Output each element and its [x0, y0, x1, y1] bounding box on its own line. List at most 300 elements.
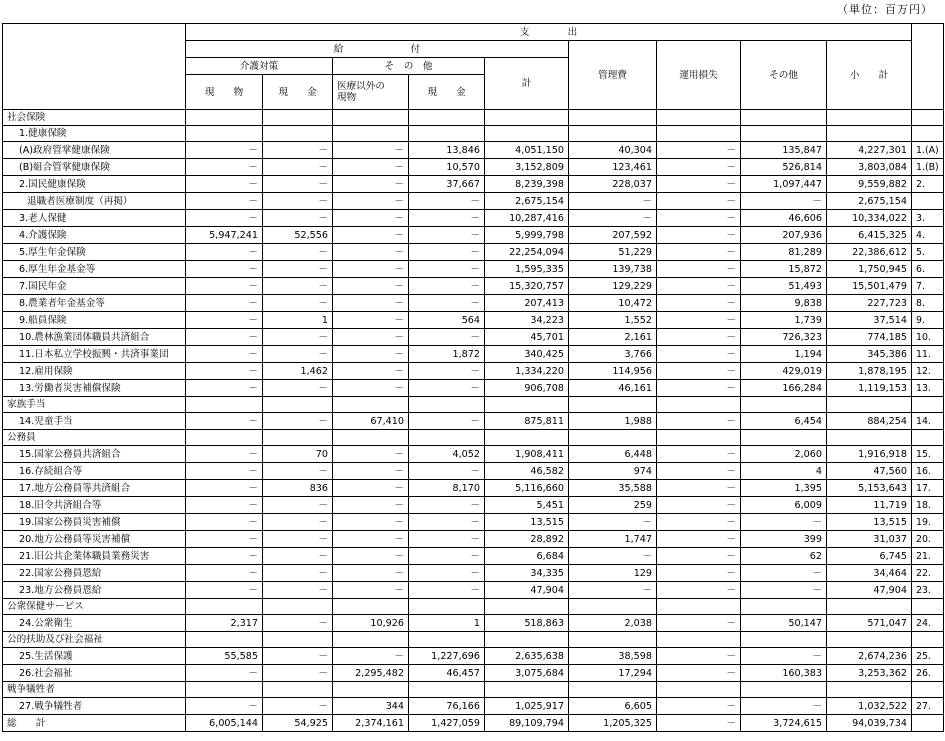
cell-value: － [657, 698, 741, 715]
cell-value: 1,025,917 [485, 698, 569, 715]
section-row [3, 110, 944, 126]
cell-value: － [263, 210, 333, 227]
cell-value: 10,334,022 [827, 210, 912, 227]
cell-value: － [333, 548, 409, 565]
cell-value [569, 126, 657, 142]
cell-value: 10,570 [409, 159, 485, 176]
row-label: 8.農業者年金基金等 [3, 295, 186, 312]
cell-value [827, 682, 912, 698]
header-blank-corner [3, 24, 186, 110]
cell-value: － [409, 497, 485, 514]
cell-value: 564 [409, 312, 485, 329]
cell-value: 15,501,479 [827, 278, 912, 295]
cell-value: － [263, 244, 333, 261]
header-benefits: 給 付 [186, 41, 569, 58]
header-admin: 管理費 [569, 41, 657, 110]
cell-value: － [741, 193, 827, 210]
cell-value: － [263, 615, 333, 632]
cell-value: 1,119,153 [827, 380, 912, 397]
section-label: 公的扶助及び社会福祉 [3, 632, 186, 648]
row-label: 6.厚生年金基金等 [3, 261, 186, 278]
cell-value: － [263, 565, 333, 582]
row-code: 4. [912, 227, 944, 244]
cell-value: 1 [409, 615, 485, 632]
cell-value: 50,147 [741, 615, 827, 632]
cell-value [263, 126, 333, 142]
cell-value: 6,684 [485, 548, 569, 565]
cell-value [827, 110, 912, 126]
cell-value: 6,009 [741, 497, 827, 514]
table-row [3, 463, 944, 480]
table-row [3, 142, 944, 159]
section-row [3, 397, 944, 413]
cell-value: － [657, 413, 741, 430]
row-code: 11. [912, 346, 944, 363]
cell-value [569, 632, 657, 648]
cell-value: － [186, 346, 263, 363]
cell-value: － [186, 463, 263, 480]
section-label: 戦争犠牲者 [3, 682, 186, 698]
cell-value: 166,284 [741, 380, 827, 397]
table-row [3, 295, 944, 312]
row-label: 2.国民健康保険 [3, 176, 186, 193]
cell-value: － [409, 463, 485, 480]
cell-value: － [263, 582, 333, 599]
cell-value: － [263, 346, 333, 363]
cell-value [485, 397, 569, 413]
cell-value: － [657, 531, 741, 548]
cell-value: 28,892 [485, 531, 569, 548]
cell-value: － [409, 380, 485, 397]
row-code: 17. [912, 480, 944, 497]
header-non-medical-in-kind: 医療以外の 現物 [333, 75, 409, 110]
cell-value: 10,926 [333, 615, 409, 632]
cell-value: 47,904 [827, 582, 912, 599]
cell-value: 726,323 [741, 329, 827, 346]
cell-value: 228,037 [569, 176, 657, 193]
cell-value: 5,999,798 [485, 227, 569, 244]
cell-value: 207,592 [569, 227, 657, 244]
cell-value: － [263, 176, 333, 193]
cell-value: 345,386 [827, 346, 912, 363]
cell-value [186, 110, 263, 126]
row-code [912, 599, 944, 615]
cell-value: 1,194 [741, 346, 827, 363]
row-code: 25. [912, 648, 944, 665]
cell-value: － [657, 497, 741, 514]
table-row [3, 582, 944, 599]
cell-value: － [409, 227, 485, 244]
cell-value: 571,047 [827, 615, 912, 632]
cell-value: － [657, 615, 741, 632]
row-code: 14. [912, 413, 944, 430]
cell-value: 46,582 [485, 463, 569, 480]
cell-value: 1,395 [741, 480, 827, 497]
cell-value: － [657, 227, 741, 244]
cell-value: 207,413 [485, 295, 569, 312]
cell-value [485, 682, 569, 698]
cell-value: － [741, 648, 827, 665]
cell-value: 6,745 [827, 548, 912, 565]
cell-value: 35,588 [569, 480, 657, 497]
cell-value: 15,320,757 [485, 278, 569, 295]
cell-value: － [569, 582, 657, 599]
cell-value [409, 110, 485, 126]
cell-value: 2,038 [569, 615, 657, 632]
cell-value: 76,166 [409, 698, 485, 715]
cell-value: － [186, 176, 263, 193]
row-label: 12.雇用保険 [3, 363, 186, 380]
cell-value: － [333, 227, 409, 244]
table-row [3, 615, 944, 632]
cell-value [263, 397, 333, 413]
cell-value: － [333, 363, 409, 380]
cell-value [263, 599, 333, 615]
cell-value: － [263, 497, 333, 514]
cell-value: － [657, 582, 741, 599]
row-code [912, 397, 944, 413]
cell-value: － [657, 244, 741, 261]
cell-value: － [333, 446, 409, 463]
cell-value: 2,635,638 [485, 648, 569, 665]
cell-value [333, 632, 409, 648]
header-expenditure: 支 出 [186, 24, 912, 41]
cell-value: 1,227,696 [409, 648, 485, 665]
table-row [3, 176, 944, 193]
cell-value: 340,425 [485, 346, 569, 363]
cell-value [827, 430, 912, 446]
cell-value: 129 [569, 565, 657, 582]
section-row [3, 430, 944, 446]
row-code: 13. [912, 380, 944, 397]
row-label: 22.国家公務員恩給 [3, 565, 186, 582]
table-row [3, 715, 944, 732]
cell-value: － [409, 413, 485, 430]
cell-value: 38,598 [569, 648, 657, 665]
row-label: 17.地方公務員等共済組合 [3, 480, 186, 497]
cell-value: － [333, 514, 409, 531]
row-label: 10.農林漁業団体職員共済組合 [3, 329, 186, 346]
cell-value: 34,223 [485, 312, 569, 329]
cell-value: 5,451 [485, 497, 569, 514]
cell-value: 45,701 [485, 329, 569, 346]
cell-value: － [409, 329, 485, 346]
cell-value [263, 430, 333, 446]
cell-value: － [657, 548, 741, 565]
section-label: 公衆保健サービス [3, 599, 186, 615]
cell-value: － [409, 193, 485, 210]
table-row [3, 346, 944, 363]
row-code: 12. [912, 363, 944, 380]
cell-value: 526,814 [741, 159, 827, 176]
cell-value: 1,595,335 [485, 261, 569, 278]
cell-value: 3,724,615 [741, 715, 827, 732]
cell-value [186, 397, 263, 413]
cell-value: 135,847 [741, 142, 827, 159]
cell-value: － [409, 244, 485, 261]
cell-value: 1,552 [569, 312, 657, 329]
cell-value: 37,514 [827, 312, 912, 329]
cell-value: 15,872 [741, 261, 827, 278]
cell-value: 207,936 [741, 227, 827, 244]
cell-value: － [569, 548, 657, 565]
cell-value: 81,289 [741, 244, 827, 261]
cell-value: 1,462 [263, 363, 333, 380]
cell-value: 3,152,809 [485, 159, 569, 176]
row-code: 7. [912, 278, 944, 295]
cell-value [485, 632, 569, 648]
cell-value [827, 126, 912, 142]
cell-value: － [333, 565, 409, 582]
row-code: 3. [912, 210, 944, 227]
cell-value [569, 430, 657, 446]
cell-value: 836 [263, 480, 333, 497]
cell-value: － [657, 363, 741, 380]
cell-value: 123,461 [569, 159, 657, 176]
cell-value: － [263, 413, 333, 430]
cell-value: 227,723 [827, 295, 912, 312]
cell-value: 3,075,684 [485, 665, 569, 682]
cell-value [186, 599, 263, 615]
cell-value: 2,675,154 [485, 193, 569, 210]
row-code [912, 715, 944, 732]
cell-value: － [409, 295, 485, 312]
cell-value: － [186, 329, 263, 346]
cell-value: 3,766 [569, 346, 657, 363]
cell-value: － [263, 142, 333, 159]
cell-value: 10,472 [569, 295, 657, 312]
cell-value: － [263, 329, 333, 346]
cell-value: － [333, 480, 409, 497]
cell-value [569, 599, 657, 615]
cell-value: － [263, 698, 333, 715]
cell-value: － [569, 514, 657, 531]
table-body [3, 110, 944, 732]
row-label: 21.旧公共企業体職員業務災害 [3, 548, 186, 565]
cell-value: － [333, 531, 409, 548]
cell-value [186, 682, 263, 698]
section-row [3, 682, 944, 698]
row-code: 26. [912, 665, 944, 682]
cell-value: － [186, 665, 263, 682]
cell-value: － [186, 413, 263, 430]
cell-value: － [263, 648, 333, 665]
cell-value: 2,674,236 [827, 648, 912, 665]
table-row [3, 531, 944, 548]
section-label: 1.健康保険 [3, 126, 186, 142]
table-row [3, 380, 944, 397]
cell-value: － [741, 582, 827, 599]
cell-value: － [333, 210, 409, 227]
row-label: 16.存続組合等 [3, 463, 186, 480]
row-code: 15. [912, 446, 944, 463]
cell-value: 10,287,416 [485, 210, 569, 227]
table-row [3, 648, 944, 665]
cell-value: 1,427,059 [409, 715, 485, 732]
table-row [3, 446, 944, 463]
cell-value: － [186, 295, 263, 312]
cell-value [263, 682, 333, 698]
cell-value: 1,739 [741, 312, 827, 329]
row-label: 14.児童手当 [3, 413, 186, 430]
cell-value: 4,051,150 [485, 142, 569, 159]
cell-value: 1,205,325 [569, 715, 657, 732]
cell-value: － [409, 210, 485, 227]
cell-value: － [186, 698, 263, 715]
cell-value: 47,560 [827, 463, 912, 480]
cell-value: － [657, 176, 741, 193]
cell-value: 9,838 [741, 295, 827, 312]
cell-value: － [409, 548, 485, 565]
header-blank-code [912, 24, 944, 110]
cell-value: 1,872 [409, 346, 485, 363]
cell-value [333, 397, 409, 413]
row-code: 22. [912, 565, 944, 582]
cell-value: 51,229 [569, 244, 657, 261]
row-code: 27. [912, 698, 944, 715]
cell-value [657, 430, 741, 446]
cell-value: － [186, 278, 263, 295]
row-code: 16. [912, 463, 944, 480]
table-row [3, 159, 944, 176]
cell-value [409, 599, 485, 615]
row-label: 26.社会福祉 [3, 665, 186, 682]
cell-value: － [263, 514, 333, 531]
table-row [3, 514, 944, 531]
cell-value: 774,185 [827, 329, 912, 346]
cell-value [333, 126, 409, 142]
header-cash-other: 現 金 [409, 75, 485, 110]
cell-value: － [186, 159, 263, 176]
cell-value: 46,457 [409, 665, 485, 682]
cell-value: － [657, 463, 741, 480]
cell-value: 8,239,398 [485, 176, 569, 193]
row-code [912, 430, 944, 446]
cell-value [186, 126, 263, 142]
cell-value [333, 599, 409, 615]
row-code: 1.(B) [912, 159, 944, 176]
cell-value: 1,908,411 [485, 446, 569, 463]
table-row [3, 278, 944, 295]
table-row [3, 665, 944, 682]
cell-value [741, 632, 827, 648]
cell-value: － [657, 193, 741, 210]
cell-value [409, 397, 485, 413]
cell-value: 5,947,241 [186, 227, 263, 244]
cell-value: － [741, 514, 827, 531]
cell-value [741, 110, 827, 126]
cell-value [569, 682, 657, 698]
section-row [3, 599, 944, 615]
cell-value [827, 397, 912, 413]
cell-value: 6,448 [569, 446, 657, 463]
cell-value [409, 430, 485, 446]
row-label: 4.介護保険 [3, 227, 186, 244]
cell-value: － [333, 582, 409, 599]
row-label: (A)政府管掌健康保険 [3, 142, 186, 159]
cell-value: 129,229 [569, 278, 657, 295]
table-row [3, 565, 944, 582]
cell-value [827, 632, 912, 648]
cell-value: － [569, 210, 657, 227]
cell-value: － [333, 142, 409, 159]
cell-value: － [741, 565, 827, 582]
cell-value: 13,515 [485, 514, 569, 531]
row-label: (B)組合管掌健康保険 [3, 159, 186, 176]
cell-value [333, 430, 409, 446]
row-label: 11.日本私立学校振興・共済事業団 [3, 346, 186, 363]
table-row [3, 210, 944, 227]
cell-value: 3,253,362 [827, 665, 912, 682]
cell-value: － [409, 261, 485, 278]
row-code: 20. [912, 531, 944, 548]
cell-value: 47,904 [485, 582, 569, 599]
cell-value: － [657, 346, 741, 363]
table-row [3, 413, 944, 430]
table-row [3, 363, 944, 380]
cell-value: － [263, 548, 333, 565]
cell-value: － [186, 446, 263, 463]
header-other-benefit: そ の 他 [333, 58, 485, 75]
cell-value [741, 682, 827, 698]
cell-value: 13,515 [827, 514, 912, 531]
cell-value: 344 [333, 698, 409, 715]
cell-value [485, 126, 569, 142]
cell-value: 1,334,220 [485, 363, 569, 380]
cell-value: － [263, 261, 333, 278]
header-total: 計 [485, 58, 569, 110]
cell-value: 1,878,195 [827, 363, 912, 380]
cell-value: － [333, 497, 409, 514]
cell-value: 5,153,643 [827, 480, 912, 497]
cell-value [741, 126, 827, 142]
row-label: 15.国家公務員共済組合 [3, 446, 186, 463]
cell-value [657, 682, 741, 698]
cell-value: － [263, 159, 333, 176]
cell-value: － [186, 193, 263, 210]
row-label: 総 計 [3, 715, 186, 732]
cell-value: － [569, 193, 657, 210]
cell-value: 884,254 [827, 413, 912, 430]
section-row [3, 126, 944, 142]
cell-value: 13,846 [409, 142, 485, 159]
cell-value: 2,161 [569, 329, 657, 346]
row-label: 9.船員保険 [3, 312, 186, 329]
cell-value: － [657, 278, 741, 295]
cell-value: － [333, 159, 409, 176]
cell-value: － [186, 244, 263, 261]
section-label: 家族手当 [3, 397, 186, 413]
section-row [3, 632, 944, 648]
row-code: 2. [912, 176, 944, 193]
cell-value: 54,925 [263, 715, 333, 732]
row-code: 19. [912, 514, 944, 531]
cell-value: － [333, 346, 409, 363]
cell-value: － [657, 446, 741, 463]
row-label: 23.地方公務員恩給 [3, 582, 186, 599]
row-code [912, 193, 944, 210]
cell-value: － [186, 380, 263, 397]
cell-value [657, 599, 741, 615]
cell-value: － [657, 715, 741, 732]
row-code: 23. [912, 582, 944, 599]
cell-value: － [263, 295, 333, 312]
row-label: 3.老人保健 [3, 210, 186, 227]
cell-value: － [186, 480, 263, 497]
cell-value: 906,708 [485, 380, 569, 397]
cell-value: 34,464 [827, 565, 912, 582]
cell-value: － [263, 380, 333, 397]
